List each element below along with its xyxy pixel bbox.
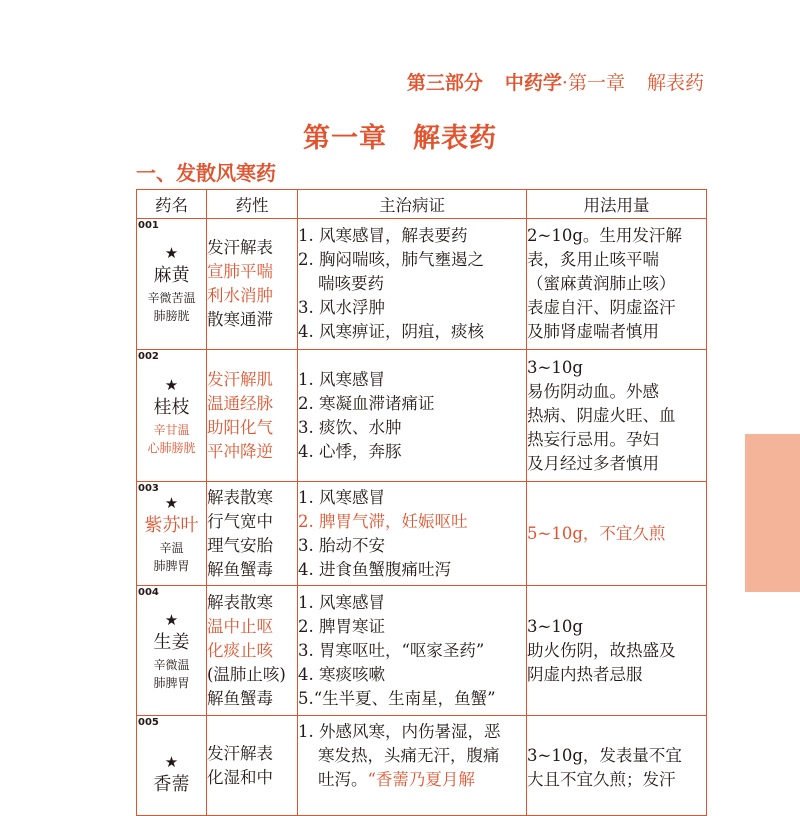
herb-name-cell [137, 219, 207, 350]
herb-property: 心肺膀胱 [147, 440, 196, 455]
section-title: 一、发散风寒药 [136, 161, 276, 185]
herb-name: 生姜 [153, 631, 190, 653]
dosage-line: 大且不宜久煎；发汗 [527, 770, 676, 789]
indication-text: 吐泻。 [318, 770, 368, 789]
star-icon: ★ [164, 375, 179, 394]
header-cell-indications: 主治病证 [298, 190, 527, 219]
herb-property: 辛温 [159, 540, 184, 555]
table-row [137, 350, 707, 482]
star-icon: ★ [164, 244, 179, 262]
herb-dosage-cell [527, 350, 707, 482]
herb-indications-cell [298, 586, 527, 716]
nature-line: 理气安胎 [207, 535, 273, 555]
indication-line: 3. 胃寒呕吐，“呕家圣药” [298, 640, 485, 660]
herb-property: 肺膀胱 [153, 309, 190, 323]
dosage-line: 热病、阴虚火旺、血 [527, 405, 676, 425]
header-dot: · [561, 72, 568, 94]
dosage-line: 及月经过多者慎用 [527, 453, 659, 473]
herb-property: 肺脾胃 [153, 675, 190, 690]
dosage-line: 3~10g [527, 357, 583, 377]
nature-line: 宣肺平喘 [207, 262, 273, 281]
star-icon: ★ [164, 493, 179, 512]
indication-line: 2. 脾胃气滞，妊娠呕吐 [298, 511, 468, 531]
herb-dosage-cell [527, 716, 707, 816]
table-row [137, 219, 707, 350]
header-cell-name: 药名 [137, 190, 207, 219]
running-header [407, 68, 704, 95]
herb-property: 辛微苦温 [147, 291, 196, 305]
herb-nature-cell [207, 716, 298, 816]
herb-property: 辛甘温 [153, 422, 190, 437]
herb-name: 桂枝 [153, 396, 190, 418]
nature-line: 温通经脉 [207, 393, 273, 413]
herb-name: 紫苏叶 [144, 514, 199, 536]
herb-name: 香薷 [153, 774, 190, 795]
nature-line: 解表散寒 [207, 487, 273, 507]
nature-line: 化痰止咳 [207, 640, 273, 660]
herb-name-cell [137, 482, 207, 586]
herb-name: 麻黄 [153, 265, 190, 286]
herb-nature-cell [207, 219, 298, 350]
herb-dosage-cell [527, 482, 707, 586]
herb-name-cell [137, 350, 207, 482]
nature-line: 发汗解表 [207, 238, 273, 257]
herb-number: 001 [138, 220, 159, 231]
indication-line: 5.“生半夏、生南星，鱼蟹” [298, 688, 496, 708]
indication-line: 1. 风寒感冒 [298, 592, 385, 612]
dosage-line: 表，炙用止咳平喘 [527, 250, 659, 269]
table-row [137, 716, 707, 816]
herb-name-cell [137, 586, 207, 716]
herb-property: 辛微温 [153, 657, 190, 672]
nature-line: 温中止呕 [207, 616, 273, 636]
indication-line: 1. 风寒感冒 [298, 487, 385, 507]
indication-line: 4. 进食鱼蟹腹痛吐泻 [298, 559, 451, 579]
nature-line: 利水消肿 [207, 286, 273, 305]
dosage-line: 2~10g。生用发汗解 [527, 226, 682, 245]
star-icon: ★ [164, 610, 179, 629]
herb-indications-cell [298, 350, 527, 482]
indication-line: 3. 胎动不安 [298, 535, 385, 555]
dosage-line: 3~10g [527, 616, 583, 636]
nature-line: 散寒通滞 [207, 310, 273, 329]
nature-line: 化湿和中 [207, 767, 273, 787]
herb-number: 005 [138, 717, 159, 728]
header-chapter-name: 解表药 [646, 72, 704, 94]
table-header-row [137, 190, 707, 219]
nature-line: 助阳化气 [207, 417, 273, 437]
chapter-name: 解表药 [413, 123, 497, 154]
nature-line: 发汗解肌 [207, 369, 273, 389]
dosage-line: 易伤阴动血。外感 [527, 381, 659, 401]
dosage-line: 及肺肾虚喘者慎用 [527, 322, 659, 341]
herb-dosage-cell [527, 586, 707, 716]
herb-table [136, 189, 707, 816]
indication-line: 寒发热，头痛无汗，腹痛 [318, 746, 500, 765]
herb-dosage-cell [527, 219, 707, 350]
indication-line: 3. 痰饮、水肿 [298, 417, 402, 437]
dosage-line: 3~10g，发表量不宜 [527, 746, 682, 765]
herb-property: 肺脾胃 [153, 558, 190, 573]
nature-line: (温肺止咳) [207, 664, 286, 684]
herb-number: 004 [138, 587, 159, 598]
dosage-line: （蜜麻黄润肺止咳） [527, 274, 676, 293]
indication-line: 3. 风水浮肿 [298, 298, 385, 317]
indication-line: 4. 寒痰咳嗽 [298, 664, 385, 684]
header-subject: 中药学 [504, 72, 562, 94]
header-cell-nature: 药性 [207, 190, 298, 219]
star-icon: ★ [164, 753, 179, 771]
nature-line: 平冲降逆 [207, 441, 273, 461]
table-row [137, 482, 707, 586]
nature-line: 发汗解表 [207, 743, 273, 763]
nature-line: 解鱼蟹毒 [207, 559, 273, 579]
herb-indications-cell [298, 716, 527, 816]
dosage-line: 5~10g，不宜久煎 [527, 523, 666, 543]
dosage-line: 阴虚内热者忌服 [527, 664, 643, 684]
nature-line: 解表散寒 [207, 592, 273, 612]
indication-quote: “香薷乃夏月解 [367, 770, 475, 789]
indication-line: 喘咳要药 [318, 274, 384, 293]
herb-nature-cell [207, 350, 298, 482]
dosage-line: 助火伤阴，故热盛及 [527, 640, 676, 660]
indication-line: 4. 心悸，奔豚 [298, 441, 402, 461]
indication-line [298, 768, 526, 792]
indication-line: 2. 寒凝血滞诸痛证 [298, 393, 435, 413]
nature-line: 解鱼蟹毒 [207, 688, 273, 708]
indication-line: 4. 风寒痹证，阴疽，痰核 [298, 322, 484, 341]
table-row [137, 586, 707, 716]
header-chapter: 第一章 [567, 72, 625, 94]
dosage-line: 热妄行忌用。孕妇 [527, 429, 659, 449]
chapter-title [0, 116, 800, 155]
herb-indications-cell [298, 219, 527, 350]
indication-line: 2. 脾胃寒证 [298, 616, 385, 636]
herb-nature-cell [207, 482, 298, 586]
nature-line: 行气宽中 [207, 511, 273, 531]
herb-number: 003 [138, 483, 159, 494]
indication-line: 2. 胸闷喘咳，肺气壅遏之 [298, 250, 484, 269]
header-part: 第三部分 [406, 72, 483, 94]
chapter-number: 第一章 [303, 123, 387, 154]
indication-line: 1. 外感风寒，内伤暑湿，恶 [298, 722, 501, 741]
header-cell-dosage: 用法用量 [527, 190, 707, 219]
herb-name-cell [137, 716, 207, 816]
herb-indications-cell [298, 482, 527, 586]
dosage-line: 表虚自汗、阴虚盗汗 [527, 298, 676, 317]
side-thumb-tab [745, 434, 800, 592]
herb-number: 002 [138, 351, 159, 362]
indication-line: 1. 风寒感冒，解表要药 [298, 226, 468, 245]
herb-nature-cell [207, 586, 298, 716]
indication-line: 1. 风寒感冒 [298, 369, 385, 389]
